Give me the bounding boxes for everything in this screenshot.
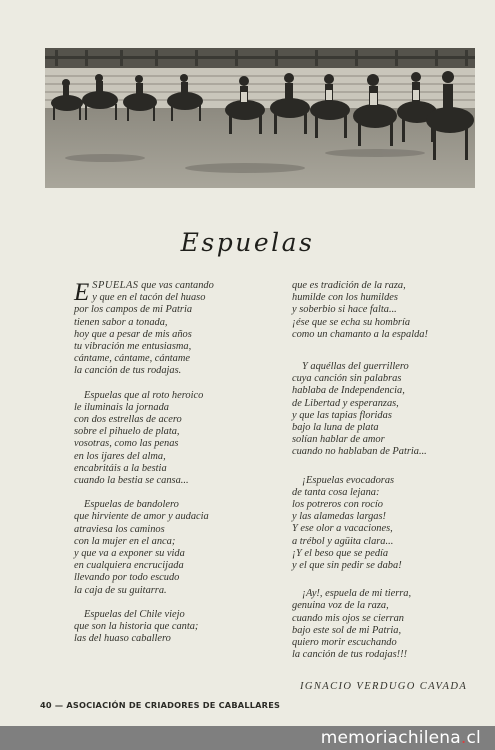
poem-line: Espuelas del Chile viejo [84, 608, 185, 620]
poem-line: las del huaso caballero [74, 633, 171, 645]
poem-line: tu vibración me entusiasma, [74, 341, 192, 353]
first-line-rest: que vas cantando [138, 280, 214, 291]
folio-separator: — [54, 700, 64, 710]
poem-line: como un chamanto a la espalda! [292, 328, 428, 340]
poem-line: quiero morir escuchando [292, 637, 397, 649]
first-word: SPUELAS [92, 280, 139, 291]
poem-line [74, 280, 239, 292]
page-folio [40, 700, 280, 710]
poem-line: y que va a exponer su vida [74, 548, 185, 560]
poem-line: por los campos de mi Patria [74, 304, 193, 316]
poem-line: Y aquéllas del guerrillero [302, 361, 409, 373]
poem-line: y que en el tacón del huaso [92, 292, 206, 304]
site-dot: . [460, 728, 467, 748]
poem-line: en los ijares del alma, [74, 450, 166, 462]
poem-line: cuando no hablaban de Patria... [292, 446, 427, 458]
poem-line: bajo este sol de mi Patria, [292, 624, 402, 636]
poem-line: a trébol y agüita clara... [292, 535, 394, 547]
poem-line: vosotras, como las penas [74, 438, 179, 450]
poem-column-left [74, 280, 239, 657]
poem-line: ¡Ay!, espuela de mi tierra, [302, 588, 412, 600]
site-name: memoriachilena [320, 728, 461, 748]
poem-line: que hirviente de amor y audacia [74, 511, 209, 523]
poem-line: la canción de tus rodajas!!! [292, 649, 408, 661]
drop-cap: E [74, 279, 90, 306]
stanza-2 [74, 390, 239, 488]
stanza-8 [292, 588, 472, 661]
site-footer-bar [0, 726, 495, 750]
poem-line: los potreros con rocío [292, 499, 383, 511]
poem-line: sobre el pihuelo de plata, [74, 426, 180, 438]
poem-line: ¡ése que se echa su hombría [292, 316, 411, 328]
poem-line: con la mujer en el anca; [74, 535, 176, 547]
rodeo-photo-image [45, 48, 475, 188]
poem-line: y el que sin pedir se daba! [292, 560, 402, 572]
site-tld: cl [466, 728, 481, 748]
stanza-7 [292, 475, 472, 573]
poem-line: tienen sabor a tonada, [74, 316, 168, 328]
publication-name: ASOCIACIÓN DE CRIADORES DE CABALLARES [66, 700, 281, 710]
poem-line: atraviesa los caminos [74, 523, 165, 535]
stanza-5 [292, 280, 472, 341]
poem-line: con dos estrellas de acero [74, 414, 182, 426]
poem-line: la canción de tus rodajas. [74, 365, 182, 377]
poem-line: y que las tapias floridas [292, 409, 392, 421]
site-watermark[interactable] [321, 728, 481, 748]
poem-line: ¡Y el beso que se pedía [292, 547, 389, 559]
poem-line: cuando mis ojos se cierran [292, 612, 404, 624]
poem-line: ¡Espuelas evocadoras [302, 474, 395, 486]
stanza-4 [74, 609, 239, 646]
poem-line: de Libertad y esperanzas, [292, 397, 399, 409]
rodeo-photograph [45, 48, 475, 188]
poem-line: de tanta cosa lejana: [292, 486, 380, 498]
poem-line: la caja de su guitarra. [74, 584, 167, 596]
poem-line: genuina voz de la raza, [292, 600, 389, 612]
poem-line: cuando la bestia se cansa... [74, 475, 189, 487]
poem-line: le iluminais la jornada [74, 401, 169, 413]
article-title: Espuelas [180, 228, 315, 257]
poem-line: Espuelas de bandolero [84, 499, 179, 511]
poem-line: humilde con los humildes [292, 292, 398, 304]
poem-line: que es tradición de la raza, [292, 280, 406, 291]
poem-line: cuya canción sin palabras [292, 373, 402, 385]
stanza-3 [74, 499, 239, 597]
poem-line: bajo la luna de plata [292, 422, 379, 434]
poem-line: encabritáis a la bestia [74, 462, 167, 474]
poem-line: Y ese olor a vacaciones, [292, 523, 393, 535]
poem-line: Espuelas que al roto heroico [84, 389, 204, 401]
poem-line: y las alamedas largas! [292, 511, 386, 523]
page-number: 40 [40, 700, 52, 710]
stanza-1 [74, 280, 239, 378]
poem-line: y soberbio si hace falta... [292, 304, 397, 316]
poem-line: hablaba de Independencia, [292, 385, 405, 397]
poem-line: solían hablar de amor [292, 434, 385, 446]
poem-line: hoy que a pesar de mis años [74, 328, 192, 340]
poem-line: en cualquiera encrucijada [74, 560, 184, 572]
poem-line: cántame, cántame, cántame [74, 353, 190, 365]
poem-line: que son la historia que canta; [74, 621, 199, 633]
poem-column-right [292, 280, 472, 673]
article-author: IGNACIO VERDUGO CAVADA [300, 681, 468, 692]
stanza-6 [292, 361, 472, 459]
poem-line: llevando por todo escudo [74, 572, 180, 584]
